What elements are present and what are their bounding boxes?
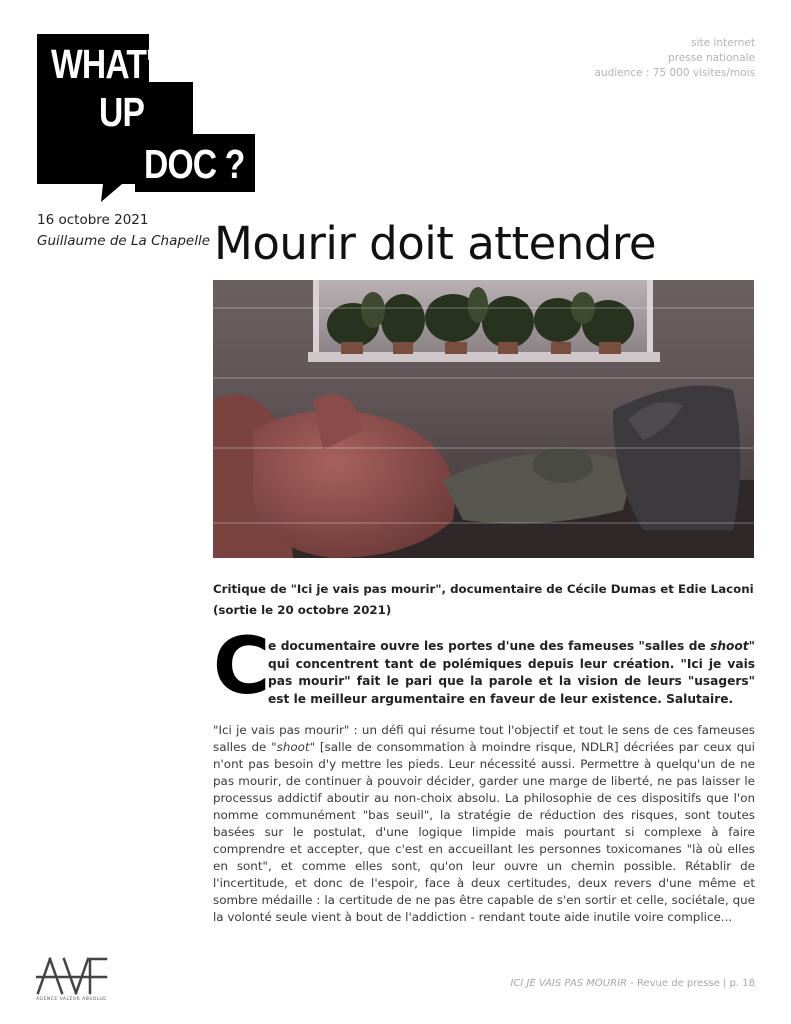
photo-illustration: [213, 280, 754, 558]
body-shoot-italic: "shoot": [271, 740, 316, 754]
article-author: Guillaume de La Chapelle: [37, 233, 211, 249]
footer-page-ref: - Revue de presse | p. 18: [626, 978, 755, 989]
logo-text-whats: WHAT'S: [51, 41, 175, 87]
meta-reach: presse nationale: [668, 52, 755, 64]
lead-text-start: e documentaire ouvre les portes d'une des fameuses "salles de: [268, 639, 711, 653]
subtitle-line-2: (sortie le 20 octobre 2021): [213, 603, 392, 617]
subtitle-line-1: Critique de "Ici je vais pas mourir", documentaire de Cécile Dumas et Edie Laconi: [213, 582, 754, 596]
article-title: Mourir doit attendre: [214, 217, 657, 270]
body-paragraph: [213, 722, 755, 926]
lead-text-rest: " qui concentrent tant de polémiques depuis leur création. "Ici je vais pas mourir" fait le pari que la parole et la vision de leurs "usagers" est le meilleur argumentaire en faveur de leur existence. Salutaire.: [268, 639, 755, 706]
agency-name: AGENCE VALEUR ABSOLUE: [36, 997, 107, 1002]
article-date: 16 octobre 2021: [37, 212, 149, 228]
meta-type: site internet: [691, 37, 755, 49]
meta-audience: audience : 75 000 visites/mois: [594, 67, 755, 79]
lead-paragraph: [268, 638, 755, 708]
logo-text-up: UP: [99, 89, 145, 135]
publication-logo: [37, 34, 255, 202]
logo-text-doc: DOC ?: [144, 141, 245, 187]
agency-logo-mark: [36, 955, 108, 995]
article-photo: [213, 280, 754, 558]
footer-film-title: ICI JE VAIS PAS MOURIR: [510, 978, 627, 989]
publication-meta: [595, 36, 755, 81]
body-text-rest: [salle de consommation à moindre risque, NDLR] décriées par ceux qui n'ont pas besoin d'y mettre les pieds. Leur nécessité aussi. Permettre à quelqu'un de ne pas mourir, de continuer à pouvoir décider, garder une marge de liberté, ne pas laisser le processus addictif aboutir au non-choix absolu. La philosophie de ces dispositifs que l'on nomme communément "bas seuil", la stratégie de réduction des risques, sont toutes basées sur le postulat, d'une logique limpide mais pourtant si complexe à faire comprendre et accepter, que c'est en accueillant les personnes toxicomanes "là où elles en sont", et comme elles sont, qu'on leur ouvre un chemin possible. Rétablir de l'incertitude, et donc de l'espoir, face à deux certitudes, deux revers d'une même et sombre médaille : la certitude de ne pas être capable de s'en sortir et celle, sociétale, que la volonté seule vient à bout de l'addiction - rendant toute aide inutile voire complice...: [213, 740, 755, 924]
agency-logo: [36, 955, 108, 1003]
footer-reference: [510, 978, 755, 989]
drop-cap: C: [213, 622, 271, 712]
lead-shoot-italic: shoot: [710, 639, 749, 653]
article-subtitle: [213, 579, 773, 621]
body-text-start: "Ici je vais pas mourir" : un défi qui résume tout l'objectif et tout le sens de ces fameuses salles de: [213, 723, 755, 754]
